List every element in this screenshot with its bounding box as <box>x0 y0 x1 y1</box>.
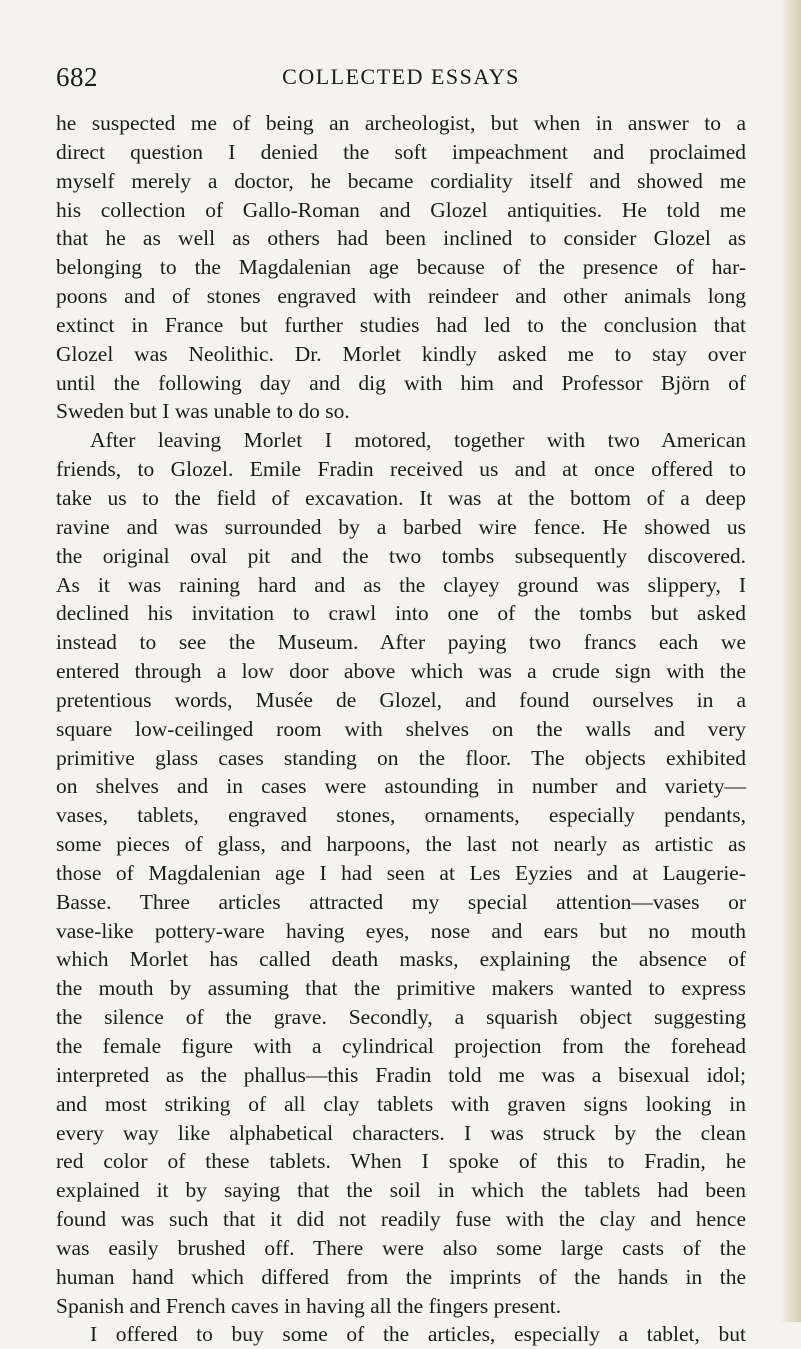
text-line: Sweden but I was unable to do so. <box>56 399 350 424</box>
text-line: that he as well as others had been inclined to consider Glozel as <box>56 226 746 251</box>
body-text <box>56 109 746 1349</box>
text-line: After leaving Morlet I motored, together with two American <box>90 428 746 453</box>
text-line: entered through a low door above which was a crude sign with the <box>56 659 746 684</box>
paragraph-3 <box>56 1320 746 1349</box>
page-edge-shadow <box>779 0 801 1322</box>
text-line: human hand which differed from the imprints of the hands in the <box>56 1264 746 1289</box>
text-line: As it was raining hard and as the clayey ground was slippery, I <box>56 572 746 597</box>
text-line: some pieces of glass, and harpoons, the last not nearly as artistic as <box>56 832 746 857</box>
text-line: Spanish and French caves in having all the fingers present. <box>56 1293 562 1318</box>
page-number: 682 <box>56 62 98 92</box>
text-line: found was such that it did not readily fuse with the clay and hence <box>56 1207 746 1232</box>
text-line: and most striking of all clay tablets with graven signs looking in <box>56 1091 746 1116</box>
text-line: vases, tablets, engraved stones, ornaments, especially pendants, <box>56 803 746 828</box>
text-line: declined his invitation to crawl into one of the tombs but asked <box>56 601 746 626</box>
text-line: direct question I denied the soft impeachment and proclaimed <box>56 139 746 164</box>
text-line: the mouth by assuming that the primitive makers wanted to express <box>56 976 746 1001</box>
running-head: COLLECTED ESSAYS <box>282 64 520 89</box>
text-line: the silence of the grave. Secondly, a squarish object suggesting <box>56 1005 746 1030</box>
text-line: I offered to buy some of the articles, especially a tablet, but <box>90 1322 746 1347</box>
text-line: friends, to Glozel. Emile Fradin received us and at once offered to <box>56 457 746 482</box>
text-line: extinct in France but further studies had led to the conclusion that <box>56 312 746 337</box>
text-line: ravine and was surrounded by a barbed wire fence. He showed us <box>56 514 746 539</box>
text-line: he suspected me of being an archeologist, but when in answer to a <box>56 111 746 135</box>
text-line: which Morlet has called death masks, explaining the absence of <box>56 947 746 972</box>
text-line: vase-like pottery-ware having eyes, nose and ears but no mouth <box>56 918 746 943</box>
text-line: the original oval pit and the two tombs subsequently discovered. <box>56 543 746 568</box>
text-line: poons and of stones engraved with reindeer and other animals long <box>56 284 746 309</box>
text-line: myself merely a doctor, he became cordiality itself and showed me <box>56 168 746 193</box>
text-line: his collection of Gallo-Roman and Glozel antiquities. He told me <box>56 197 746 222</box>
paragraph-1 <box>56 109 746 426</box>
text-line: the female figure with a cylindrical projection from the forehead <box>56 1034 746 1058</box>
paragraph-2 <box>56 426 746 1320</box>
text-line: explained it by saying that the soil in which the tablets had been <box>56 1178 746 1203</box>
text-line: was easily brushed off. There were also some large casts of the <box>56 1235 746 1260</box>
text-line: instead to see the Museum. After paying two francs each we <box>56 630 746 655</box>
text-line: red color of these tablets. When I spoke of this to Fradin, he <box>56 1149 746 1174</box>
text-line: every way like alphabetical characters. I was struck by the clean <box>56 1120 746 1145</box>
page-header <box>56 62 746 94</box>
text-line: primitive glass cases standing on the floor. The objects exhibited <box>56 745 746 770</box>
text-line: on shelves and in cases were astounding in number and variety— <box>56 774 746 799</box>
text-line: Glozel was Neolithic. Dr. Morlet kindly asked me to stay over <box>56 341 746 366</box>
text-line: Basse. Three articles attracted my special attention—vases or <box>56 889 746 914</box>
text-line: take us to the field of excavation. It was at the bottom of a deep <box>56 485 746 510</box>
text-line: belonging to the Magdalenian age because of the presence of har- <box>56 255 746 280</box>
text-line: those of Magdalenian age I had seen at Les Eyzies and at Laugerie- <box>56 860 746 885</box>
text-line: square low-ceilinged room with shelves on the walls and very <box>56 716 746 741</box>
text-line: interpreted as the phallus—this Fradin told me was a bisexual idol; <box>56 1062 746 1087</box>
text-line: until the following day and dig with him and Professor Björn of <box>56 370 746 395</box>
text-line: pretentious words, Musée de Glozel, and found ourselves in a <box>56 687 746 712</box>
